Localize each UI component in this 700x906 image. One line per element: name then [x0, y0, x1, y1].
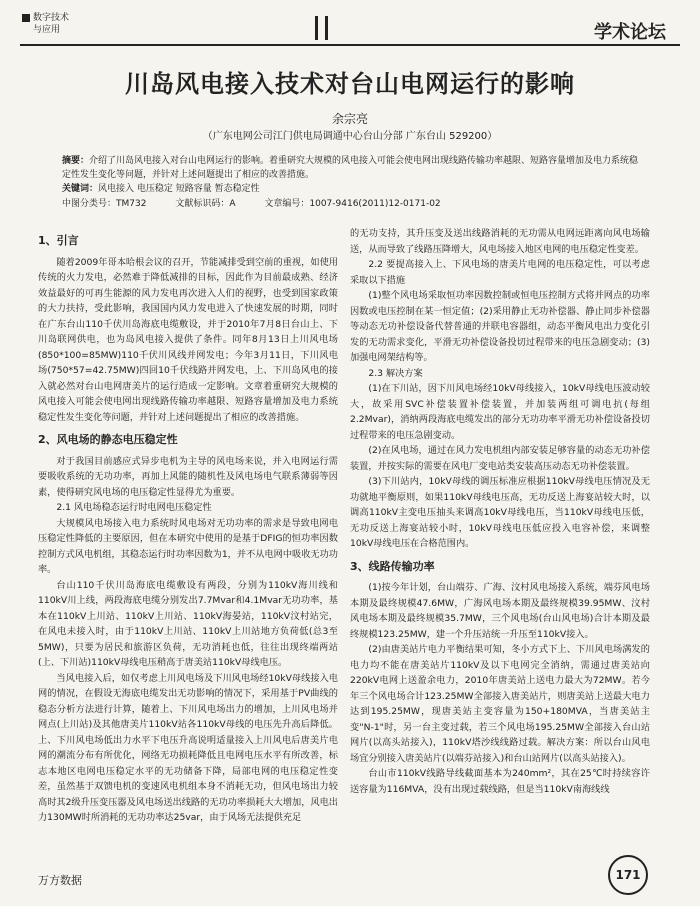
section-2-1-title: 2.1 风电场稳态运行时电网电压稳定性 — [56, 502, 212, 513]
section-1-title: 1、引言 — [38, 234, 79, 247]
article-meta: 中图分类号：TM732 文献标识码：A 文章编号：1007-9416(2011)12-0171-02 — [62, 199, 441, 209]
journal-logo: 数字技术 与应用 — [22, 12, 92, 36]
paragraph: 的无功支持，其升压变及送出线路消耗的无功需从电网远距离向风电场输送，从而导致了线路压降增大，风电场接入地区电网的电压稳定性变差。 — [350, 228, 650, 255]
logo-square-icon — [22, 14, 30, 22]
page-number: 171 — [608, 855, 648, 895]
section-2-2-title: 2.2 要提高接入上、下风电场的唐美片电网的电压稳定性，可以考虑采取以下措施 — [350, 259, 650, 286]
section-2-3-title: 2.3 解决方案 — [368, 367, 423, 379]
paragraph: (2)由唐美站片电力平衡结果可知，冬小方式下上、下川风电场满发的电力均不能在唐美站片110kV及以下电网完全消纳，需通过唐美站向220kV电网上送盈余电力，2010年唐美站上送电力最大为72MW。若今年三个风电场合计123.25MW全部接入唐美站片，则唐美站上送最大电力达到195.25MW，现唐美站主变容量为150+180MVA，当唐美站主变"N-1"时，另一台主变过载，若三个风电场195.25MW全部接入台山站网片(以高头站接入)，110kV塔沙线线路过载。解决方案：所以台山风电场宜分别接入唐美站片(以端芬站接入)和台山站网片(以高头站接入)。 — [350, 644, 650, 764]
header-rule — [20, 44, 680, 46]
section-2-title: 2、风电场的静态电压稳定性 — [38, 433, 178, 446]
paragraph: (1)按今年计划，台山端芬、广海、汶村风电场接入系统，端芬风电场本期及最终规模47.6MW，广海风电场本期及最终规模39.95MW、汶村风电场本期及最终规模35.7MW，三个风电场(台山风电场)合计本期及最终规模123.25MW，建一个升压站统一升压至110kV接入。 — [350, 582, 650, 640]
paragraph: 当风电接入后，如仅考虑上川风电场及下川风电场经10kV母线接入电网的情况，在假设无海底电缆发出无功影响的情况下，采用基于PV曲线的稳态分析方法进行计算，随着上、下川风电场出力的增加，上川风电场并网点(上川站)及其他唐美片110kV站各110kV母线的电压先升高后降低。上、下川风电场低出力水平下电压升高说明适量接入上川风电后唐美片电网的潮流分布有所优化，网络无功损耗降低且电网电压水平有所改善，标志本地区电网电压稳定水平的无功储备下降，局部电网的电压稳定性变差，虽然基于双馈电机的变速风电机组本身不消耗无功，但风电场出力较高时其2级升压变压器及风电场送出线路的无功功率损耗大大增加，风电出力130MW时所消耗的无功功率达25var，由于风场无法提供充足 — [38, 672, 338, 823]
affiliation: （广东电网公司江门供电局调通中心台山分部 广东台山 529200） — [202, 131, 498, 142]
section-3-title: 3、线路传输功率 — [350, 559, 435, 573]
paragraph: 台山市110kV线路导线截面基本为240mm²，其在25℃时持续容许送容量为116MVA，没有出现过载线路，但是当110kV南海线线 — [350, 768, 650, 795]
right-column — [350, 226, 650, 797]
paragraph: (1)整个风电场采取恒功率因数控制或恒电压控制方式将并网点的功率因数或电压控制在某一恒定值；(2)采用静止无功补偿器、静止同步补偿器等动态无功补偿设备代替普通的并联电容器组，动态平衡风电出力变化引发的无功需求变化，平滑无功补偿设备投切过程带来的电压急剧变动；(3)加强电网架结构等。 — [350, 290, 650, 363]
paragraph: 大规模风电场接入电力系统时风电场对无功功率的需求是导致电网电压稳定性降低的主要原因，但在本研究中使用的是基于DFIG的恒功率因数控制方式风电机组，其稳态运行时功率因数为1，并不从电网中吸收无功功率。 — [38, 517, 338, 575]
paragraph: (3)下川站内，10kV母线的调压标准应根据110kV母线电压情况及无功就地平衡原则，如果110kV母线电压高，无功反送上海宴站较大时，以调高110kV主变电压抽头来调高10kV母线电压，当110kV母线电压低，无功反送上海宴站较小时，10kV母线电压低应投入电容补偿，来调整10kV母线电压在合格范围内。 — [350, 476, 650, 549]
paragraph: 对于我国目前感应式异步电机为主导的风电场来说，并入电网运行需要吸收系统的无功功率，再加上风能的随机性及风电场电气联系薄弱等因素，使得研究风电场的电压稳定性显得尤为重要。 — [38, 455, 338, 498]
abstract: 摘要：介绍了川岛风电接入对台山电网运行的影响。着重研究大规模的风电接入可能会使电网出现线路传输功率越限、短路容量增加及电力系统稳定性发生变化等问题，并针对上述问题提出了相应的改善措施。 关键词：风电接入 电压稳定 短路容量 暂态稳定性 — [62, 156, 639, 194]
page-header — [0, 0, 700, 58]
paragraph: 台山110千伏川岛海底电缆敷设有两段，分别为110kV海川线和110kV川上线，两段海底电缆分别发出7.7Mvar和4.1Mvar无功功率，基本在110kV上川站、110kV上川站、110kV海晏站，110kV汶村站完，在风电未接入时，由于110kV上川站、110kV上川站地方负荷低(总3至5MW)，只要为居民和旅游区负荷，无功消耗也低，往往出现终端两站(上、下川站)110kV母线电压稍高于唐美站110kV母线电压。 — [38, 579, 338, 668]
author: 余宗亮 — [331, 112, 368, 126]
header-bars — [315, 16, 335, 44]
paragraph: (2)在风电场，通过在风力发电机组内部安装足够容量的动态无功补偿装置，并按实际的需要在风电厂变电站类安装高压动态无功补偿装置。 — [350, 445, 650, 472]
left-column — [38, 226, 338, 826]
source-watermark: 万方数据 — [38, 874, 82, 887]
paragraph: 随着2009年哥本哈根会议的召开，节能减排受到空前的重视，如使用传统的火力发电，必然难于降低减排的目标，因此作为目前最成熟、经济效益最好的可再生能源的风力发电再次进入人们的视野，也受到国家政策的大力扶持，受此影响，我国国内风力发电进入了快速发展的时期，同时在广东台山110千伏川岛海底电缆敷设，并于2010年7月8日台山上、下川岛联网供电，也为岛风电接入提供了条件。同年8月13日上川风电场(850*100=85MW)110千伏川风线并网发电；今年3月11日，下川风电场(750*57=42.75MW)四回10千伏线路并网发电，上、下川岛风电的接入就必然对台山电网唐美片的运行造成一定影响。文章着重研究大规模的风电接入可能会使电网出现线路传输功率越限、短路容量增加及电力系统稳定性发生变化等问题，并针对上述问题提出了相应的改善措施。 — [38, 256, 338, 423]
article-title: 川岛风电接入技术对台山电网运行的影响 — [125, 70, 575, 98]
paragraph: (1)在下川站，因下川风电场经10kV母线接入，10kV母线电压波动较大，故采用SVC补偿装置补偿装置，并加装两组可调电抗(每组2.2Mvar)，消纳两段海底电缆发出的部分无功功率平滑无功补偿设备投切过程带来的电压急剧变动。 — [350, 383, 650, 441]
section-name: 学术论坛 — [594, 22, 666, 43]
